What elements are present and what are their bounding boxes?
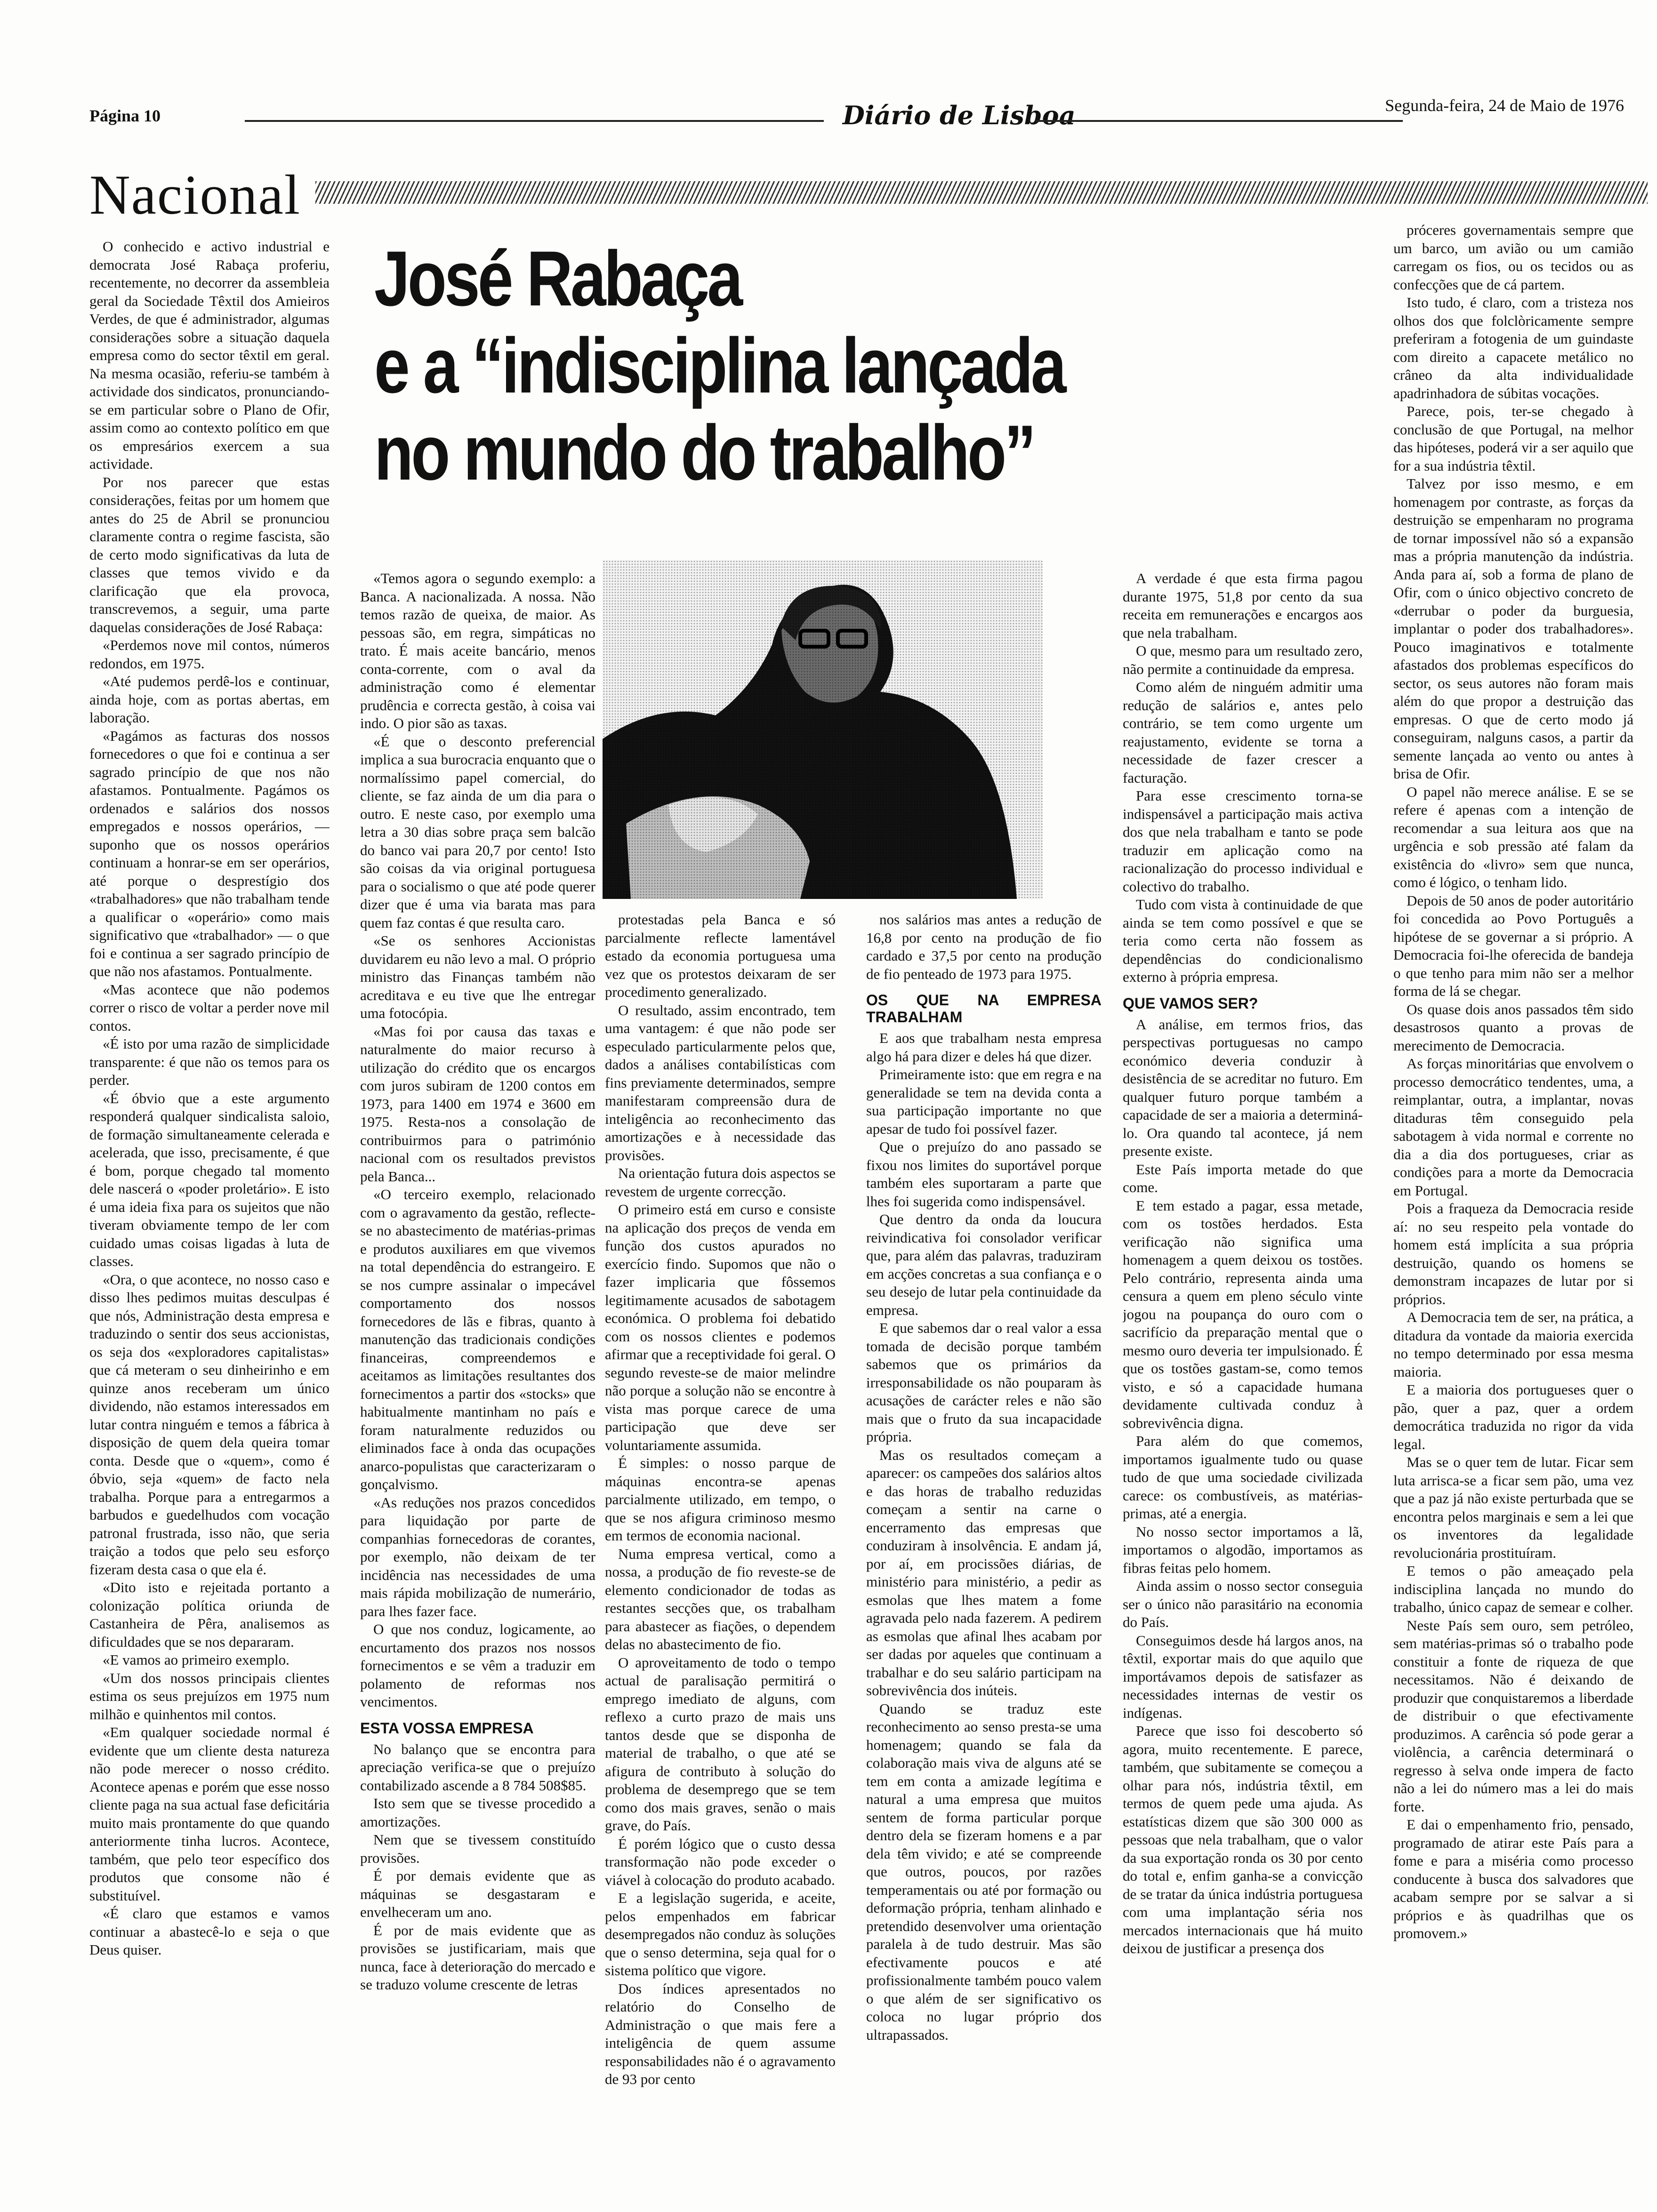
paragraph: Talvez por isso mesmo, e em homenagem por contraste, as forças da destruição se empenharam no programa de tornar impossível não só a expansão mas a própria manutenção da indústria. Anda para aí, sob a forma de plano de Ofir, com o único objectivo concreto de «derrubar o poder da burguesia, implantar o poder dos trabalhadores». Pouco imaginativos e totalmente afastados dos problemas específicos do sector, os seus autores não foram mais além do que propor a destruição das empresas. O que de certo modo já conseguiram, nalguns casos, a partir da semente lançada ao vento ou antes à brisa de Ofir. — [1393, 475, 1633, 782]
paragraph: E a legislação sugerida, e aceite, pelos empenhados em fabricar desempregados não conduz às soluções que o senso determina, seja qual for o sistema político que vigore. — [605, 1890, 836, 1979]
paragraph: É simples: o nosso parque de máquinas encontra-se apenas parcialmente utilizado, em tempo, o que se nos afigura criminoso mesmo em termos de economia nacional. — [605, 1455, 836, 1544]
header-rule-right — [1036, 120, 1403, 122]
paragraph: Isto tudo, é claro, com a tristeza nos olhos dos que folclòricamente sempre preferiram a fotogenia de um guindaste com direito a capacete metálico no crâneo da alta individualidade apadrinhadora de súbitas vocações. — [1393, 294, 1633, 401]
paragraph: «É isto por uma razão de simplicidade transparente: é que não os temos para os perder. — [89, 1035, 330, 1088]
paragraph: Como além de ninguém admitir uma redução de salários e, antes pelo contrário, se tem como urgente um reajustamento, evidente se torna a necessidade de fazer crescer a facturação. — [1123, 679, 1363, 786]
paragraph: Quando se traduz este reconhecimento ao senso presta-se uma homenagem; quando se fala da colaboração mais viva de alguns até se tem em conta a amizade legítima e natural a uma empresa que muitos sentem de forma particular porque dentro dela se fizeram homens e a par dela têm vivido; e até se compreende que outros, poucos, por razões temperamentais ou até por formação ou deformação própria, tenham alinhado e pretendido desenvolver uma orientação paralela à de tudo destruir. Mas são efectivamente poucos e até profissionalmente também pouco valem o que além de ser significativo os coloca no lugar próprio dos ultrapassados. — [866, 1700, 1102, 2043]
paragraph: «Em qualquer sociedade normal é evidente que um cliente desta natureza não pode merecer o nosso crédito. Acontece apenas e porém que esse nosso cliente paga na sua actual fase deficitária muito mais prontamente do que quando anteriormente tinha lucros. Acontece, também, que pelo teor específico dos produtos que consome não é substituível. — [89, 1724, 330, 1904]
headline-line-2: e a “indisciplina lançada — [374, 322, 1064, 409]
paragraph: A Democracia tem de ser, na prática, a ditadura da vontade da maioria exercida no tempo determinado por essa mesma maioria. — [1393, 1309, 1633, 1380]
paragraph: nos salários mas antes a redução de 16,8 por cento na produção de fio cardado e 37,5 por cento na produção de fio penteado de 1973 para 1975. — [866, 911, 1102, 982]
paragraph: Depois de 50 anos de poder autoritário foi concedida ao Povo Português a hipótese de se governar a si próprio. A Democracia foi-lhe oferecida de bandeja o que tenho para mim não ser a melhor forma de lá se chegar. — [1393, 892, 1633, 999]
paragraph: Para esse crescimento torna-se indispensável a participação mais activa dos que nela trabalham e tanto se pode traduzir em aplicação como na racionalização do processo individual e colectivo do trabalho. — [1123, 787, 1363, 895]
paragraph: O primeiro está em curso e consiste na aplicação dos preços de venda em função dos custos apurados no exercício findo. Supomos que não o fazer implicaria que fôssemos legitimamente acusados de sabotagem económica. O problema foi debatido com os nossos clientes e podemos afirmar que a receptividade foi geral. O segundo reveste-se de maior melindre não porque a solução não se encontre à vista mas porque carece de uma participação que deve ser voluntariamente assumida. — [605, 1201, 836, 1453]
paragraph: É por de mais evidente que as provisões se justificariam, mais que nunca, face à deterioração do mercado e se traduzo volume crescente de letras — [360, 1922, 595, 1993]
paragraph: Para além do que comemos, importamos igualmente tudo ou quase tudo de que uma sociedade civilizada carece: os combustíveis, as matérias-primas, até a energia. — [1123, 1433, 1363, 1522]
paragraph: «As reduções nos prazos concedidos para liquidação por parte de companhias fornecedoras de corantes, por exemplo, não deixam de ter incidência nas necessidades de uma mais rápida mobilização de numerário, para lhes fazer face. — [360, 1494, 595, 1619]
paragraph: As forças minoritárias que envolvem o processo democrático tendentes, uma, a reimplantar, outra, a implantar, novas ditaduras têm conseguido pela sabotagem à vida normal e corrente no dia a dia dos portugueses, criar as condições para a morte da Democracia em Portugal. — [1393, 1055, 1633, 1199]
headline-line-1: José Rabaça — [374, 235, 741, 322]
paragraph: Mas se o quer tem de lutar. Ficar sem luta arrisca-se a ficar sem pão, uma vez que a paz já não existe perturbada que se encontra pelos marginais e sem a lei que os inventores da legalidade revolucionária prostituíram. — [1393, 1454, 1633, 1561]
paragraph: «Se os senhores Accionistas duvidarem eu não levo a mal. O próprio ministro das Finanças também não acreditava e eu tive que lhe entregar uma fotocópia. — [360, 932, 595, 1021]
portrait-photo — [603, 560, 1043, 899]
paragraph: «Pagámos as facturas dos nossos fornecedores o que foi e continua a ser sagrado princípio de que nos não afastamos. Pontualmente. Pagámos os ordenados e salários dos nossos empregados e nossos operários, — suponho que os nossos operários continuam a honrar-se em ser operários, até porque o desprestígio dos «trabalhadores» que não trabalham tende a qualificar o «operário» como mais significativo que «trabalhador» — o que foi e continua a ser sagrado princípio de que não nos afastamos. Pontualmente. — [89, 727, 330, 979]
page-header — [89, 96, 1629, 139]
paragraph: O conhecido e activo industrial e democrata José Rabaça proferiu, recentemente, no decorrer da assembleia geral da Sociedade Têxtil dos Amieiros Verdes, de que é administrador, algumas considerações sobre a situação daquela empresa como do sector têxtil em geral. Na mesma ocasião, referiu-se também à actividade dos sindicatos, pronunciando-se em particular sobre o Plano de Ofir, assim como ao contexto político em que os empresários exercem a sua actividade. — [89, 238, 330, 472]
issue-date: Segunda-feira, 24 de Maio de 1976 — [1385, 96, 1624, 115]
paragraph: No balanço que se encontra para apreciação verifica-se que o prejuízo contabilizado ascende a 8 784 508$85. — [360, 1740, 595, 1794]
paragraph: Parece que isso foi descoberto só agora, muito recentemente. E parece, também, que subitamente se começou a olhar para nós, indústria têxtil, em termos de quem pede uma ajuda. As estatísticas dizem que são 300 000 as pessoas que nela trabalham, que o valor da sua exportação ronda os 30 por cento do total e, enfim ganha-se a convicção de se tratar da única indústria portuguesa com uma implantação séria nos mercados internacionais que há muito deixou de justificar a presença dos — [1123, 1723, 1363, 1956]
page-number: Página 10 — [89, 106, 161, 125]
paragraph: Ainda assim o nosso sector conseguia ser o único não parasitário na economia do País. — [1123, 1578, 1363, 1630]
paragraph: O aproveitamento de todo o tempo actual de paralisação permitirá o emprego imediato de alguns, com reflexo a curto prazo de mais uns tantos desde que se disponha de material de trabalho, o que até se afigura de contributo à solução do problema de desemprego que se tem como dos mais graves, senão o mais grave, do País. — [605, 1654, 836, 1834]
column-5 — [1123, 569, 1363, 2212]
paragraph: «O terceiro exemplo, relacionado com o agravamento da gestão, reflecte-se no abastecimento de matérias-primas e produtos auxiliares em que vivemos na total dependência do estrangeiro. E se nos cumpre assinalar o impecável comportamento dos nossos fornecedores de lãs e fibras, quanto à manutenção das tradicionais condições financeiras, compreendemos e aceitamos as limitações resultantes dos fornecimentos a partir dos «stocks» que habitualmente mantinham no país e foram naturalmente reduzidos ou eliminados face à onda das ocupações anarco-populistas que caracterizaram o gonçalvismo. — [360, 1186, 595, 1492]
paragraph: Isto sem que se tivesse procedido a amortizações. — [360, 1795, 595, 1830]
paragraph: protestadas pela Banca e só parcialmente reflecte lamentável estado da economia portuguesa uma vez que os protestos deixaram de ser procedimento generalizado. — [605, 911, 836, 1000]
paragraph: «Ora, o que acontece, no nosso caso e disso lhes pedimos muitas desculpas é que nós, Administração desta empresa e traduzindo o sentir dos seus accionistas, os seja dos «exploradores capitalistas» que cá meteram o seu dinheirinho e em quinze anos receberam um único dividendo, não estamos interessados em lutar contra ninguém e temos a fábrica à disposição de quem dela queira tomar conta. Desde que o «quem», como é óbvio, seja «quem» de facto nela trabalha. Porque para a entregarmos a barbudos e guedelhudos com vocação patronal frustrada, isso não, que seria traição a todos que pelo seu esforço fizeram desta casa o que ela é. — [89, 1271, 330, 1578]
paragraph: O que, mesmo para um resultado zero, não permite a continuidade da empresa. — [1123, 642, 1363, 677]
paragraph: «E vamos ao primeiro exemplo. — [103, 1651, 290, 1668]
headline-line-3: no mundo do trabalho” — [374, 409, 1034, 497]
paragraph: O papel não merece análise. E se se refere é apenas com a intenção de recomendar a sua leitura aos que na urgência e sob pressão até falam da existência do «livro» sem que nunca, como é lógico, o tenham lido. — [1393, 783, 1633, 890]
paragraph: Que dentro da onda da loucura reivindicativa foi consolador verificar que, para além das palavras, traduziram em acções concretas a sua confiança e o seu desejo de lutar pela continuidade da empresa. — [866, 1211, 1102, 1318]
paragraph: «Um dos nossos principais clientes estima os seus prejuízos em 1975 num milhão e quinhentos mil contos. — [89, 1669, 330, 1723]
paragraph: No nosso sector importamos a lã, importamos o algodão, importamos as fibras feitas pelo homem. — [1123, 1523, 1363, 1576]
portrait-photo-graphic — [603, 560, 1043, 899]
column-1 — [89, 238, 330, 2212]
paragraph: Que o prejuízo do ano passado se fixou nos limites do suportável porque também eles suportaram a parte que lhes foi sugerida como indispensável. — [866, 1138, 1102, 1210]
paragraph: «É que o desconto preferencial implica a sua burocracia enquanto que o normalíssimo papel comercial, do cliente, se faz ainda de um dia para o outro. E neste caso, por exemplo uma letra a 30 dias sobre praça sem balcão do banco vai para 20,7 por cento! Isto são coisas da via original portuguesa para o socialismo o que até pode querer dizer que é uma via barata mas para quem faz contas é que resulta caro. — [360, 733, 595, 931]
paragraph: Neste País sem ouro, sem petróleo, sem matérias-primas só o trabalho pode constituir a fonte de riqueza de que necessitamos. Não é deixando de produzir que conquistaremos a liberdade de distribuir o que efectivamente produzimos. A carência só pode gerar a violência, a carência determinará o regresso à selva onde impera de facto não a lei do número mas a lei do mais forte. — [1393, 1617, 1633, 1815]
column-4 — [866, 911, 1102, 2212]
subhead: QUE VAMOS SER? — [1123, 994, 1258, 1012]
paragraph: «Dito isto e rejeitada portanto a colonização política oriunda de Castanheira de Pêra, analisemos as dificuldades que se nos depararam. — [89, 1579, 330, 1650]
paragraph: Nem que se tivessem constituído provisões. — [360, 1831, 595, 1866]
paragraph: Primeiramente isto: que em regra e na generalidade se tem na devida conta a sua participação importante no que apesar de tudo foi possível fazer. — [866, 1066, 1102, 1137]
section-hatch-rule — [315, 181, 1648, 204]
paragraph: E aos que trabalham nesta empresa algo há para dizer e deles há que dizer. — [866, 1030, 1102, 1065]
paragraph: Conseguimos desde há largos anos, na têxtil, exportar mais do que aquilo que importávamos depois de satisfazer as necessidades internas de vestir os indígenas. — [1123, 1632, 1363, 1721]
paragraph: É porém lógico que o custo dessa transformação não pode exceder o viável à colocação do produto acabado. — [605, 1835, 836, 1888]
paragraph: Dos índices apresentados no relatório do Conselho de Administração o que mais fere a inteligência de quem assume responsabilidades não é o agravamento de 93 por cento — [605, 1980, 836, 2087]
paragraph: «É claro que estamos e vamos continuar a abastecê-lo e seja o que Deus quiser. — [89, 1905, 330, 1958]
paragraph: «É óbvio que a este argumento responderá qualquer sindicalista saloio, de formação simultaneamente celerada e acelerada, que isso, precisamente, é que é bom, porque chegado tal momento dele nascerá o «poder proletário». E isto é uma ideia fixa para os sujeitos que não tiveram obviamente tempo de ler com cuidado umas coisas ligadas à luta de classes. — [89, 1090, 330, 1269]
section-title: Nacional — [89, 163, 301, 226]
paragraph: Os quase dois anos passados têm sido desastrosos quanto a provas de merecimento de Democracia. — [1393, 1001, 1633, 1054]
column-2 — [360, 569, 595, 2212]
subhead: OS QUE NA EMPRESA TRABALHAM — [866, 992, 1102, 1026]
paragraph: Na orientação futura dois aspectos se revestem de urgente correcção. — [605, 1165, 836, 1200]
paragraph: «Mas foi por causa das taxas e naturalmente do maior recurso à utilização do crédito que os encargos com juros subiram de 1200 contos em 1973, para 1400 em 1974 e 3600 em 1975. Resta-nos a consolação de contribuirmos para o património nacional com os resultados previstos pela Banca... — [360, 1023, 595, 1185]
column-3 — [605, 911, 836, 2212]
paragraph: E que sabemos dar o real valor a essa tomada de decisão porque também sabemos que os primários da irresponsabilidade os não pouparam às acusações de carácter reles e não são mais que o fruto da sua incapacidade própria. — [866, 1320, 1102, 1445]
article-headline — [374, 235, 1064, 497]
paragraph: O resultado, assim encontrado, tem uma vantagem: é que não pode ser especulado particularmente pelos que, dados a análises contabilísticas com fins previamente determinados, sempre manifestaram compreensão dura de inteligência ao reconhecimento das amortizações e à necessidade das provisões. — [605, 1002, 836, 1163]
masthead: Diário de Lisboa — [843, 100, 1076, 130]
paragraph: Tudo com vista à continuidade de que ainda se tem como possível e que se teria como certa não fossem as dependências do condicionalismo externo à própria empresa. — [1123, 896, 1363, 985]
paragraph: Mas os resultados começam a aparecer: os campeões dos salários altos e das horas de trabalho reduzidas começam a sentir na carne o encerramento das empresas que conduziram à insolvência. E andam já, por aí, em procissões diárias, de ministério para ministério, a pedir as esmolas que lhes matem a fome agravada pelo nada fazerem. A pedirem as esmolas que afinal lhes acabam por ser dadas por aqueles que continuam a trabalhar e do seu salário participam na sobrevivência dos inúteis. — [866, 1446, 1102, 1699]
paragraph: E dai o empenhamento frio, pensado, programado de atirar este País para a fome e para a miséria como processo conducente à busca dos salvadores que acabam sempre por se salvar a si próprios e às quadrilhas que os promovem.» — [1393, 1816, 1633, 1941]
paragraph: «Mas acontece que não podemos correr o risco de voltar a perder nove mil contos. — [89, 981, 330, 1034]
paragraph: Por nos parecer que estas considerações, feitas por um homem que antes do 25 de Abril se pronunciou claramente contra o regime fascista, são de certo modo significativas da luta de classes que temos vivido e da clarificação que ela provoca, transcrevemos, a seguir, uma parte daquelas considerações de José Rabaça: — [89, 473, 330, 635]
paragraph: Pois a fraqueza da Democracia reside aí: no seu respeito pela vontade do homem está implícita a sua própria destruição, quando os homens se demonstram incapazes de lutar por si próprios. — [1393, 1200, 1633, 1307]
paragraph: E temos o pão ameaçado pela indisciplina lançada no mundo do trabalho, único capaz de semear e colher. — [1393, 1563, 1633, 1615]
paragraph: E a maioria dos portugueses quer o pão, quer a paz, quer a ordem democrática traduzida no rigor da vida legal. — [1393, 1381, 1633, 1452]
paragraph: «Temos agora o segundo exemplo: a Banca. A nacionalizada. A nossa. Não temos razão de queixa, de maior. As pessoas são, em regra, simpáticas no trato. É mais aceite bancário, menos conta-corrente, com o aval da administração como é elementar prudência e correcta gestão, à coisa vai indo. O pior são as taxas. — [360, 570, 595, 731]
paragraph: Parece, pois, ter-se chegado à conclusão de que Portugal, na melhor das hipóteses, poderá vir a ser aquilo que for a sua indústria têxtil. — [1393, 403, 1633, 474]
paragraph: «Perdemos nove mil contos, números redondos, em 1975. — [89, 637, 330, 672]
paragraph: Este País importa metade do que come. — [1123, 1161, 1363, 1195]
subhead: ESTA VOSSA EMPRESA — [360, 1719, 534, 1737]
header-rule-left — [245, 120, 824, 122]
paragraph: A análise, em termos frios, das perspectivas portuguesas no campo económico deveria conduzir à desistência de se acreditar no futuro. Em qualquer futuro porque também a capacidade de ser a maioria a determiná-lo. Ora quando tal acontece, já nem presente existe. — [1123, 1016, 1363, 1159]
paragraph: «Até pudemos perdê-los e continuar, ainda hoje, com as portas abertas, em laboração. — [89, 673, 330, 726]
paragraph: Numa empresa vertical, como a nossa, a produção de fio reveste-se de elemento condicionador de todas as restantes secções que, os trabalham para abastecer as fiações, o dependem delas no abastecimento de fio. — [605, 1545, 836, 1652]
paragraph: É por demais evidente que as máquinas se desgastaram e envelheceram um ano. — [360, 1867, 595, 1920]
paragraph: E tem estado a pagar, essa metade, com os tostões herdados. Esta verificação não significa uma homenagem a quem deixou os tostões. Pelo contrário, representa ainda uma censura a quem em pleno século vinte jogou na poupança do ouro com o sacrifício da preparação mental que o mesmo ouro deveria ter impulsionado. É que os tostões gastam-se, como temos visto, e só a capacidade humana devidamente cultivada conduz à sobrevivência digna. — [1123, 1197, 1363, 1431]
paragraph: O que nos conduz, logicamente, ao encurtamento dos prazos nos nossos fornecimentos e se vêm a traduzir em polamento de reformas nos vencimentos. — [360, 1621, 595, 1710]
paragraph: A verdade é que esta firma pagou durante 1975, 51,8 por cento da sua receita em remunerações e encargos aos que nela trabalham. — [1123, 570, 1363, 641]
paragraph: próceres governamentais sempre que um barco, um avião ou um camião carregam os fios, ou os tecidos ou as confecções que de cá partem. — [1393, 222, 1633, 293]
column-6 — [1393, 221, 1633, 2212]
